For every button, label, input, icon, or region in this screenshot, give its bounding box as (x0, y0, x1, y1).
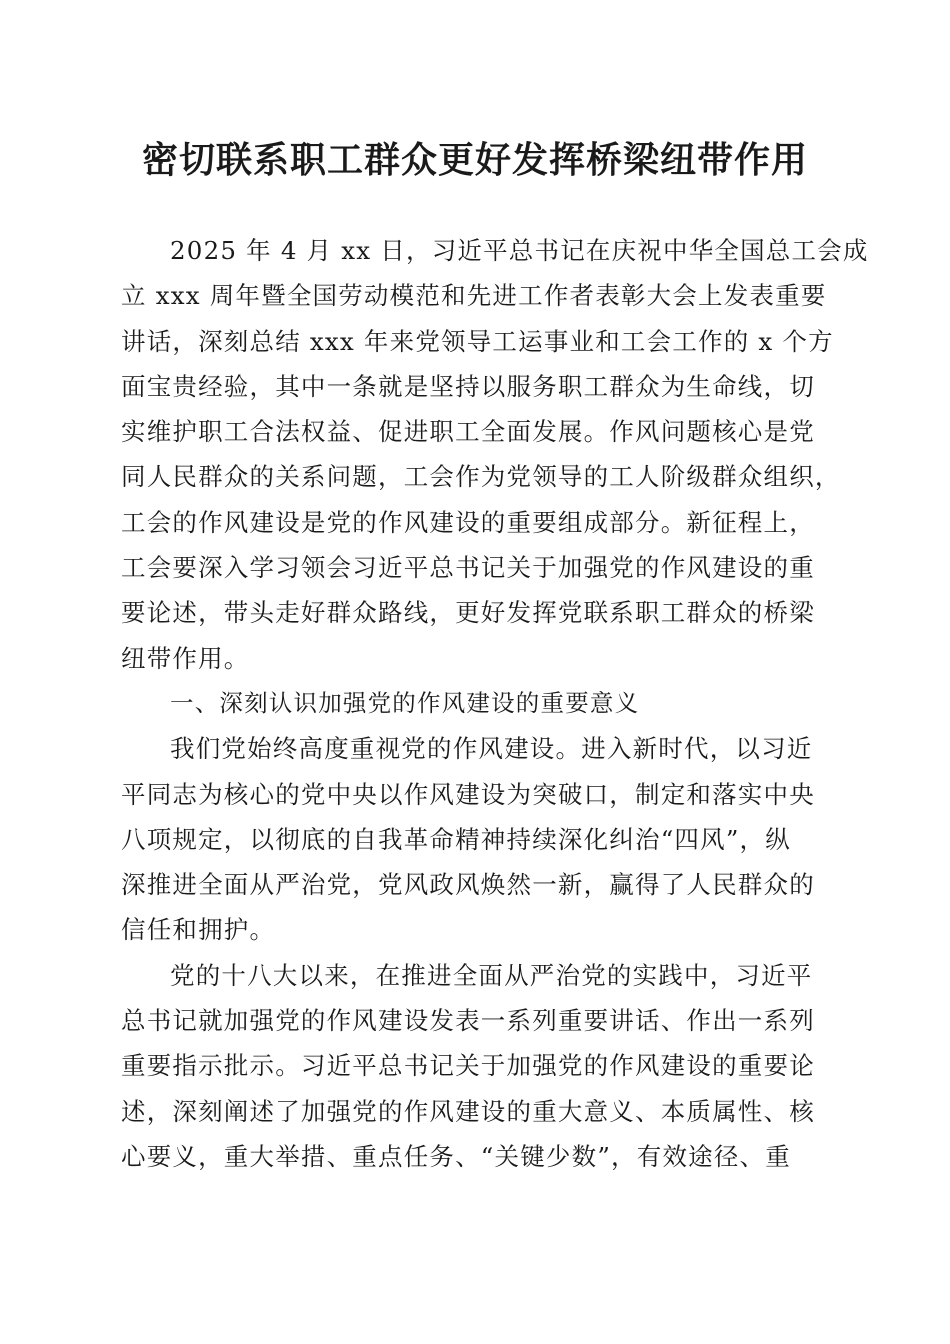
text-line: 重要指示批示。习近平总书记关于加强党的作风建设的重要论 (121, 1051, 815, 1081)
text-line: 纽带作用。 (121, 643, 250, 673)
text-line: 述，深刻阐述了加强党的作风建设的重大意义、本质属性、核 (121, 1096, 815, 1126)
text-line: 信任和拥护。 (121, 915, 276, 945)
text-line: 实维护职工合法权益、促进职工全面发展。作风问题核心是党 (121, 417, 815, 447)
text-line: 面宝贵经验，其中一条就是坚持以服务职工群众为生命线，切 (121, 371, 815, 401)
text-line: 同人民群众的关系问题，工会作为党领导的工人阶级群众组织， (121, 462, 841, 492)
text-line: 深推进全面从严治党，党风政风焕然一新，赢得了人民群众的 (121, 870, 815, 900)
text-line: 八项规定，以彻底的自我革命精神持续深化纠治“四风”，纵 (121, 824, 791, 854)
text-line: 心要义，重大举措、重点任务、“关键少数”，有效途径、重 (121, 1141, 791, 1171)
section-heading-1: 一、深刻认识加强党的作风建设的重要意义 (170, 688, 640, 717)
document-title: 密切联系职工群众更好发挥桥梁纽带作用 (141, 139, 808, 181)
document-body (121, 228, 869, 1179)
paragraph-2 (121, 726, 829, 952)
text-line: 工会的作风建设是党的作风建设的重要组成部分。新征程上， (121, 507, 815, 537)
paragraph-3 (121, 953, 829, 1179)
text-line: 总书记就加强党的作风建设发表一系列重要讲话、作出一系列 (121, 1006, 815, 1036)
text-line: 立 xxx 周年暨全国劳动模范和先进工作者表彰大会上发表重要 (121, 281, 827, 311)
text-line: 要论述，带头走好群众路线，更好发挥党联系职工群众的桥梁 (121, 598, 815, 628)
text-line: 工会要深入学习领会习近平总书记关于加强党的作风建设的重 (121, 553, 815, 583)
text-line: 2025 年 4 月 xx 日，习近平总书记在庆祝中华全国总工会成 (170, 236, 869, 265)
paragraph-1 (121, 228, 869, 681)
text-line: 讲话，深刻总结 xxx 年来党领导工运事业和工会工作的 x 个方 (121, 326, 834, 356)
text-line: 党的十八大以来，在推进全面从严治党的实践中，习近平 (170, 960, 813, 990)
text-line: 我们党始终高度重视党的作风建设。进入新时代，以习近 (170, 734, 813, 764)
text-line: 平同志为核心的党中央以作风建设为突破口，制定和落实中央 (121, 779, 815, 809)
